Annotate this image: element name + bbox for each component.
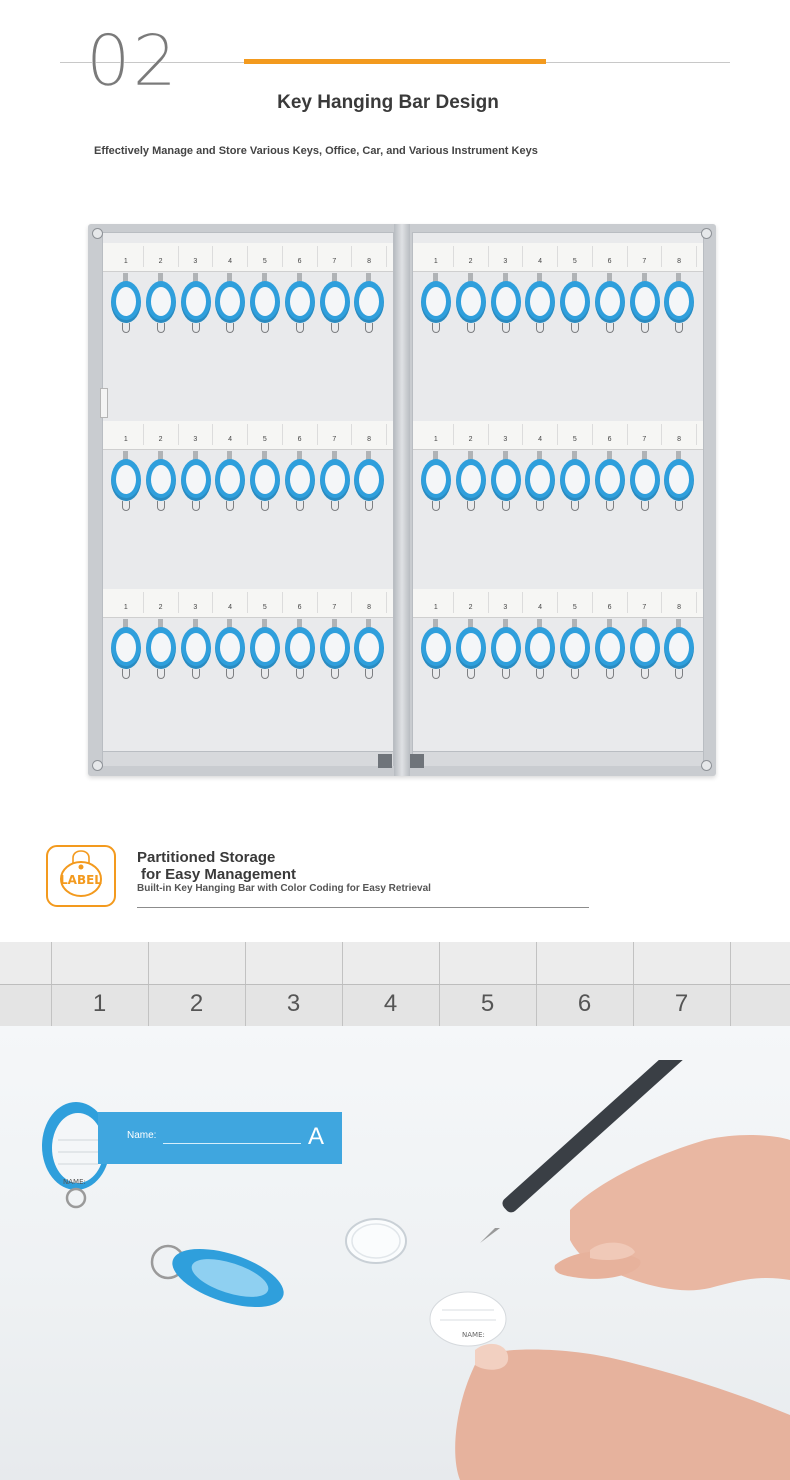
section-subtitle: Effectively Manage and Store Various Keys, Office, Car, and Various Instrument Keys	[94, 145, 538, 157]
key-slot	[283, 273, 318, 353]
key-ring-icon	[467, 501, 475, 511]
key-ring-icon	[675, 501, 683, 511]
key-slot	[593, 619, 628, 699]
key-tag-icon	[664, 459, 694, 501]
key-hanging-bar	[413, 421, 703, 531]
key-ring-icon	[157, 501, 165, 511]
key-tag-icon	[630, 459, 660, 501]
key-ring-icon	[502, 669, 510, 679]
key-tag-icon	[664, 281, 694, 323]
feature-divider	[137, 907, 589, 908]
key-slot	[248, 451, 283, 531]
key-tag-icon	[491, 281, 521, 323]
cabinet-door-left	[102, 232, 394, 766]
key-tag-row	[419, 451, 697, 531]
strip-number: 4	[383, 990, 398, 1017]
key-ring-icon	[365, 501, 373, 511]
name-underline	[163, 1143, 301, 1144]
corner-cap	[378, 754, 392, 768]
key-ring-icon	[261, 323, 269, 333]
key-tag-icon	[285, 627, 315, 669]
key-ring-icon	[296, 669, 304, 679]
key-tag-icon	[560, 459, 590, 501]
key-slot	[489, 273, 524, 353]
hanging-rail	[413, 589, 703, 618]
key-slot	[523, 451, 558, 531]
slot-number-strip	[419, 246, 697, 267]
key-hanging-bar	[413, 589, 703, 699]
key-cabinet-image	[88, 224, 716, 776]
key-ring-icon	[157, 669, 165, 679]
key-slot	[318, 273, 353, 353]
screw-icon	[701, 760, 712, 771]
key-hanging-bar	[103, 589, 393, 699]
key-slot	[419, 273, 454, 353]
slot-number: 6	[283, 424, 318, 445]
key-slot	[352, 451, 387, 531]
feature-subtitle: Built-in Key Hanging Bar with Color Coding for Easy Retrieval	[137, 883, 431, 894]
slot-number: 2	[144, 592, 179, 613]
key-tag-icon	[560, 281, 590, 323]
slot-number: 8	[662, 246, 697, 267]
key-tag-icon	[525, 281, 555, 323]
hanging-rail	[103, 421, 393, 450]
corner-cap	[410, 754, 424, 768]
hanging-rail	[103, 243, 393, 272]
slot-number: 2	[144, 246, 179, 267]
slot-number: 8	[662, 424, 697, 445]
key-tag-icon	[181, 459, 211, 501]
strip-number: 2	[189, 990, 204, 1017]
key-tag-row	[109, 273, 387, 353]
key-ring-icon	[571, 323, 579, 333]
screw-icon	[701, 228, 712, 239]
key-slot	[628, 451, 663, 531]
key-tag-icon	[421, 627, 451, 669]
cabinet-door-right	[412, 232, 704, 766]
key-ring-icon	[331, 323, 339, 333]
slot-number-strip	[109, 424, 387, 445]
key-slot	[558, 619, 593, 699]
key-tag-icon	[456, 459, 486, 501]
key-tag-icon	[525, 459, 555, 501]
key-tag-icon	[215, 281, 245, 323]
screw-icon	[92, 760, 103, 771]
key-slot	[523, 619, 558, 699]
key-ring-icon	[122, 501, 130, 511]
slot-number: 6	[593, 592, 628, 613]
key-tag-icon	[215, 459, 245, 501]
key-ring-icon	[331, 501, 339, 511]
key-ring-icon	[536, 501, 544, 511]
key-ring-icon	[261, 669, 269, 679]
key-tag-icon	[215, 627, 245, 669]
key-slot	[109, 451, 144, 531]
key-slot	[213, 273, 248, 353]
section-number: 02	[86, 20, 180, 102]
key-hanging-bar	[103, 243, 393, 353]
slot-number: 8	[352, 592, 387, 613]
slot-number: 7	[318, 592, 353, 613]
key-slot	[179, 619, 214, 699]
key-tag-icon	[250, 281, 280, 323]
key-tag-icon	[181, 627, 211, 669]
slot-number: 2	[454, 246, 489, 267]
slot-number: 2	[454, 424, 489, 445]
slot-number: 3	[179, 424, 214, 445]
key-slot	[109, 619, 144, 699]
header-accent-bar	[244, 59, 546, 64]
key-slot	[662, 619, 697, 699]
key-slot	[144, 619, 179, 699]
key-ring-icon	[365, 323, 373, 333]
key-slot	[489, 451, 524, 531]
key-tag-icon	[354, 627, 384, 669]
key-slot	[454, 273, 489, 353]
slot-number: 5	[248, 592, 283, 613]
key-slot	[248, 619, 283, 699]
key-slot	[523, 273, 558, 353]
slot-number: 6	[593, 246, 628, 267]
strip-number: 6	[577, 990, 592, 1017]
key-slot	[352, 619, 387, 699]
key-ring-icon	[157, 323, 165, 333]
key-tag-icon	[320, 627, 350, 669]
slot-number: 1	[109, 246, 144, 267]
key-tag-icon	[111, 459, 141, 501]
key-tag-icon	[630, 281, 660, 323]
key-ring-icon	[122, 323, 130, 333]
label-icon-text: LABEL	[60, 873, 102, 887]
slot-number: 1	[109, 424, 144, 445]
slot-number: 8	[352, 424, 387, 445]
key-ring-icon	[192, 323, 200, 333]
slot-number: 4	[213, 592, 248, 613]
key-ring-icon	[122, 669, 130, 679]
key-ring-icon	[296, 501, 304, 511]
slot-number: 4	[523, 246, 558, 267]
slot-number: 4	[213, 424, 248, 445]
slot-number: 6	[593, 424, 628, 445]
slot-number: 7	[628, 424, 663, 445]
key-tag-icon	[595, 281, 625, 323]
slot-number: 7	[318, 246, 353, 267]
key-ring-icon	[432, 501, 440, 511]
key-tag-icon	[491, 459, 521, 501]
name-label-text: Name:	[127, 1130, 157, 1141]
label-letter: A	[308, 1123, 325, 1150]
hanging-rail	[103, 589, 393, 618]
slot-number: 1	[419, 592, 454, 613]
key-ring-icon	[571, 669, 579, 679]
key-slot	[628, 273, 663, 353]
key-ring-icon	[606, 323, 614, 333]
bottom-tray	[413, 751, 703, 766]
slot-number: 1	[419, 246, 454, 267]
slot-number: 8	[352, 246, 387, 267]
slot-number: 5	[558, 246, 593, 267]
key-tag-icon	[146, 627, 176, 669]
key-ring-icon	[296, 323, 304, 333]
key-ring-icon	[432, 669, 440, 679]
key-ring-icon	[641, 669, 649, 679]
strip-number: 1	[92, 990, 107, 1017]
key-tag-icon	[354, 459, 384, 501]
key-slot	[352, 273, 387, 353]
key-slot	[662, 451, 697, 531]
key-ring-icon	[502, 501, 510, 511]
key-ring-icon	[261, 501, 269, 511]
slot-number: 7	[318, 424, 353, 445]
key-slot	[593, 273, 628, 353]
slot-number: 2	[454, 592, 489, 613]
key-slot	[558, 451, 593, 531]
slot-number: 7	[628, 592, 663, 613]
slot-number-strip	[109, 592, 387, 613]
tag-name-text: NAME:	[63, 1178, 86, 1186]
key-tag-row	[419, 273, 697, 353]
key-tag-icon	[285, 281, 315, 323]
key-tag-icon	[111, 281, 141, 323]
key-slot	[318, 619, 353, 699]
key-slot	[662, 273, 697, 353]
strip-number: 5	[480, 990, 495, 1017]
key-tag-row	[419, 619, 697, 699]
strip-number: 3	[286, 990, 301, 1017]
slot-number: 6	[283, 246, 318, 267]
slot-number: 5	[558, 592, 593, 613]
key-tag-row	[109, 619, 387, 699]
slot-number: 4	[523, 592, 558, 613]
key-tag-icon	[491, 627, 521, 669]
key-ring-icon	[467, 669, 475, 679]
slot-number: 2	[144, 424, 179, 445]
key-ring-icon	[331, 669, 339, 679]
key-tag-icon	[181, 281, 211, 323]
key-ring-icon	[432, 323, 440, 333]
slot-number: 4	[213, 246, 248, 267]
key-ring-icon	[536, 323, 544, 333]
strip-top-band	[0, 942, 790, 984]
feature-title-line2: for Easy Management	[141, 866, 297, 883]
key-ring-icon	[192, 501, 200, 511]
key-ring-icon	[641, 501, 649, 511]
slot-number: 7	[628, 246, 663, 267]
cabinet-hinge	[394, 224, 410, 776]
key-slot	[558, 273, 593, 353]
key-tag-icon	[421, 281, 451, 323]
key-tag-icon	[285, 459, 315, 501]
key-slot	[419, 451, 454, 531]
key-tag-icon	[354, 281, 384, 323]
key-slot	[419, 619, 454, 699]
key-slot	[489, 619, 524, 699]
key-slot	[628, 619, 663, 699]
key-ring-icon	[606, 669, 614, 679]
strip-number: 7	[674, 990, 689, 1017]
slot-number: 3	[489, 424, 524, 445]
hanging-rail	[413, 421, 703, 450]
slot-number: 3	[179, 246, 214, 267]
key-slot	[283, 619, 318, 699]
key-slot	[179, 273, 214, 353]
slot-number: 5	[558, 424, 593, 445]
key-ring-icon	[675, 323, 683, 333]
door-latch	[100, 388, 108, 418]
key-ring-icon	[365, 669, 373, 679]
key-tag-icon	[320, 281, 350, 323]
key-ring-icon	[675, 669, 683, 679]
key-tag-icon	[146, 459, 176, 501]
key-tag-row	[109, 451, 387, 531]
key-ring-icon	[226, 323, 234, 333]
hand-writing-image	[440, 1060, 790, 1480]
key-tag-icon	[146, 281, 176, 323]
key-slot	[144, 451, 179, 531]
key-tag-icon	[421, 459, 451, 501]
slot-number-strip	[419, 592, 697, 613]
key-tag-icon	[250, 627, 280, 669]
key-tag-icon	[525, 627, 555, 669]
key-slot	[213, 451, 248, 531]
slot-number-strip	[109, 246, 387, 267]
key-ring-icon	[467, 323, 475, 333]
key-tag-icon	[456, 281, 486, 323]
key-slot	[179, 451, 214, 531]
label-tag-icon	[46, 845, 116, 907]
slot-number: 1	[419, 424, 454, 445]
key-ring-icon	[502, 323, 510, 333]
slot-number: 4	[523, 424, 558, 445]
key-tag-icon	[320, 459, 350, 501]
slot-number: 5	[248, 246, 283, 267]
key-slot	[283, 451, 318, 531]
slot-number: 6	[283, 592, 318, 613]
key-tag-icon	[250, 459, 280, 501]
key-slot	[593, 451, 628, 531]
key-tag-icon	[595, 627, 625, 669]
key-ring-icon	[641, 323, 649, 333]
key-ring-icon	[606, 501, 614, 511]
key-hanging-bar	[413, 243, 703, 353]
slot-number: 8	[662, 592, 697, 613]
slot-number-strip	[419, 424, 697, 445]
strip-divider-line	[0, 984, 790, 985]
key-tag-icon	[111, 627, 141, 669]
screw-icon	[92, 228, 103, 239]
key-hanging-bar	[103, 421, 393, 531]
section-title: Key Hanging Bar Design	[277, 92, 499, 113]
slot-number: 3	[489, 246, 524, 267]
key-tag-icon	[595, 459, 625, 501]
key-slot	[454, 619, 489, 699]
key-tag-blue-icon	[146, 1240, 288, 1310]
key-ring-icon	[226, 669, 234, 679]
key-slot	[213, 619, 248, 699]
key-slot	[109, 273, 144, 353]
key-ring-icon	[226, 501, 234, 511]
key-tag-icon	[664, 627, 694, 669]
key-ring-icon	[571, 501, 579, 511]
bottom-tray	[103, 751, 393, 766]
key-ring-icon	[192, 669, 200, 679]
clear-cover-icon	[343, 1215, 409, 1267]
key-ring-icon	[536, 669, 544, 679]
slot-number: 3	[179, 592, 214, 613]
slot-number: 1	[109, 592, 144, 613]
key-tag-icon	[456, 627, 486, 669]
key-slot	[248, 273, 283, 353]
hanging-rail	[413, 243, 703, 272]
key-slot	[144, 273, 179, 353]
key-slot	[318, 451, 353, 531]
key-tag-icon	[560, 627, 590, 669]
feature-title-line1: Partitioned Storage	[137, 849, 276, 866]
key-tag-icon	[630, 627, 660, 669]
slot-number: 3	[489, 592, 524, 613]
key-slot	[454, 451, 489, 531]
slot-number: 5	[248, 424, 283, 445]
paper-name-text: NAME:	[462, 1331, 485, 1339]
